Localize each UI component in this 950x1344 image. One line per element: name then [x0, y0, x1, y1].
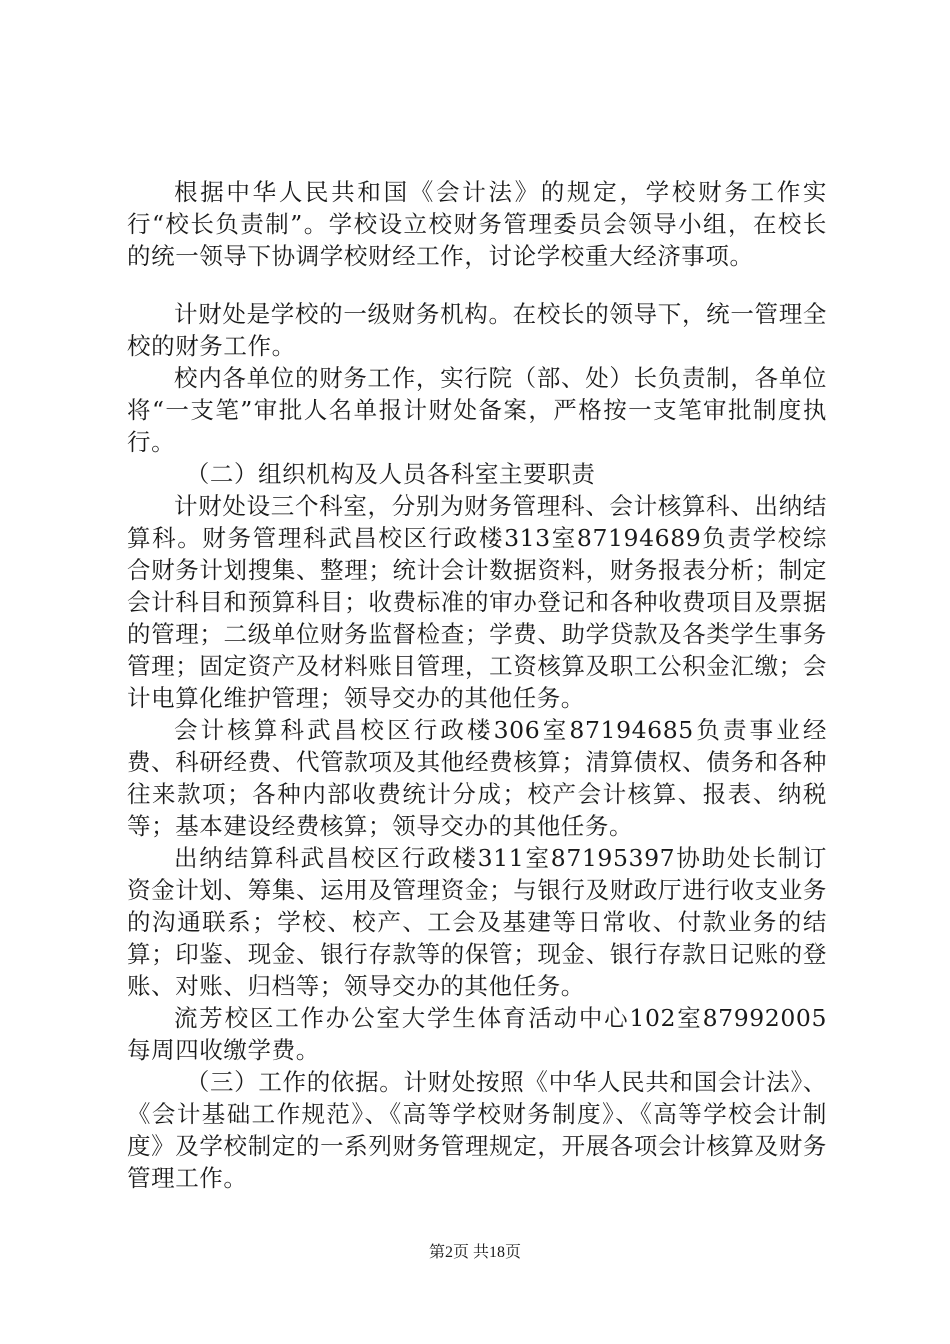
paragraph-finance-office: 计财处是学校的一级财务机构。在校长的领导下，统一管理全校的财务工作。 — [127, 300, 827, 360]
paragraph-unit-responsibility: 校内各单位的财务工作，实行院（部、处）长负责制，各单位将“一支笔”审批人名单报计财处备案，严格按一支笔审批制度执行。 — [127, 364, 827, 456]
paragraph-finance-management-section: 计财处设三个科室，分别为财务管理科、会计核算科、出纳结算科。财务管理科武昌校区行政楼313室87194689负责学校综合财务计划搜集、整理；统计会计数据资料，财务报表分析；制定会计科目和预算科目；收费标准的审办登记和各种收费项目及票据的管理；二级单位财务监督检查；学费、助学贷款及各类学生事务管理；固定资产及材料账目管理，工资核算及职工公积金汇缴；会计电算化维护管理；领导交办的其他任务。 — [127, 492, 827, 712]
document-body — [127, 176, 827, 1194]
paragraph-accounting-section: 会计核算科武昌校区行政楼306室87194685负责事业经费、科研经费、代管款项及其他经费核算；清算债权、债务和各种往来款项；各种内部收费统计分成；校产会计核算、报表、纳税等；基本建设经费核算；领导交办的其他任务。 — [127, 716, 827, 840]
paragraph-spacer — [127, 272, 827, 298]
paragraph-principal-responsibility: 根据中华人民共和国《会计法》的规定，学校财务工作实行“校长负责制”。学校设立校财务管理委员会领导小组，在校长的统一领导下协调学校财经工作，讨论学校重大经济事项。 — [127, 178, 827, 270]
paragraph-cashier-section: 出纳结算科武昌校区行政楼311室87195397协助处长制订资金计划、筹集、运用及管理资金；与银行及财政厅进行收支业务的沟通联系；学校、校产、工会及基建等日常收、付款业务的结算；印鉴、现金、银行存款等的保管；现金、银行存款日记账的登账、对账、归档等；领导交办的其他任务。 — [127, 844, 827, 1000]
page-number-footer: 第2页 共18页 — [428, 1244, 521, 1261]
section-heading-organization: （二）组织机构及人员各科室主要职责 — [185, 460, 596, 488]
paragraph-work-basis: （三）工作的依据。计财处按照《中华人民共和国会计法》、《会计基础工作规范》、《高等学校财务制度》、《高等学校会计制度》及学校制定的一系列财务管理规定，开展各项会计核算及财务管理工作。 — [127, 1068, 827, 1192]
paragraph-liufang-office: 流芳校区工作办公室大学生体育活动中心102室87992005每周四收缴学费。 — [127, 1004, 827, 1064]
